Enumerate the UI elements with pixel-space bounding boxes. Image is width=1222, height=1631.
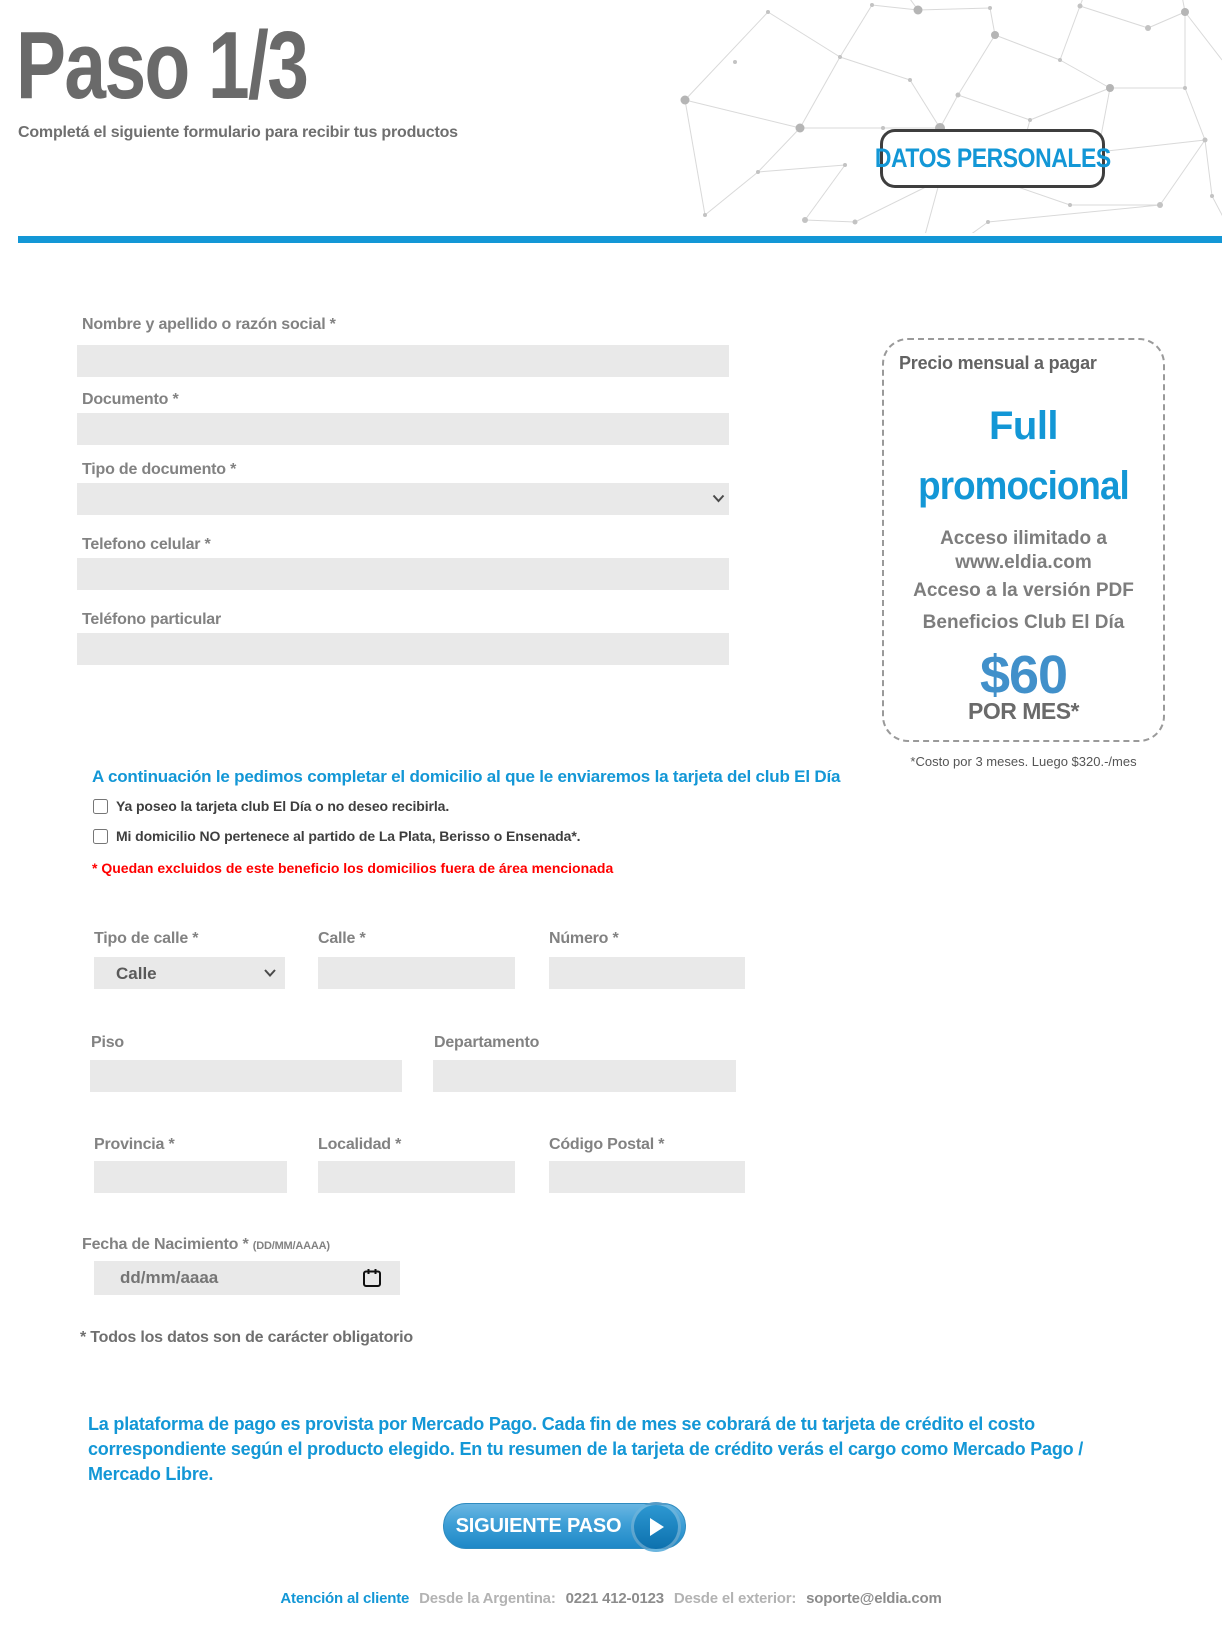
provincia-label: Provincia * (94, 1136, 175, 1153)
celular-input[interactable] (77, 558, 729, 590)
nacimiento-format-hint: (DD/MM/AAAA) (252, 1240, 330, 1252)
plan-name-line2: promocional (918, 464, 1129, 508)
checkbox-row-partido (93, 828, 580, 844)
tarjeta-checkbox[interactable] (93, 799, 108, 814)
benefit-item: Beneficios Club El Día (922, 612, 1125, 633)
play-icon (647, 1517, 665, 1537)
particular-label: Teléfono particular (82, 611, 222, 628)
nombre-label: Nombre y apellido o razón social * (82, 316, 336, 333)
nacimiento-label: Fecha de Nacimiento * (DD/MM/AAAA) (82, 1236, 330, 1253)
piso-label: Piso (91, 1034, 124, 1051)
documento-label: Documento * (82, 391, 179, 408)
footer-exterior-label: Desde el exterior: (673, 1590, 797, 1607)
codigo-postal-input[interactable] (549, 1161, 745, 1193)
numero-input[interactable] (549, 957, 745, 989)
particular-input[interactable] (77, 633, 729, 665)
benefit-item: Acceso a la versión PDF (913, 580, 1134, 601)
price-value: $60 (979, 645, 1068, 705)
localidad-input[interactable] (318, 1161, 515, 1193)
tarjeta-checkbox-label[interactable]: Ya poseo la tarjeta club El Día o no deseo recibirla. (116, 798, 450, 814)
checkbox-row-tarjeta (93, 798, 449, 814)
pricing-footnote: *Costo por 3 meses. Luego $320.-/mes (910, 754, 1137, 769)
footer (0, 1590, 1222, 1607)
departamento-label: Departamento (434, 1034, 540, 1051)
tipo-documento-label: Tipo de documento * (82, 461, 237, 478)
section-badge-label: DATOS PERSONALES (874, 143, 1111, 173)
codigo-postal-label: Código Postal * (549, 1136, 665, 1153)
partido-checkbox-label[interactable]: Mi domicilio NO pertenece al partido de La Plata, Berisso o Ensenada*. (116, 828, 581, 844)
benefit-item: www.eldia.com (955, 552, 1092, 573)
tipo-documento-select[interactable] (77, 483, 729, 515)
provincia-input[interactable] (94, 1161, 287, 1193)
partido-checkbox[interactable] (93, 829, 108, 844)
page-title: Paso 1/3 (16, 12, 308, 119)
exclusion-note: * Quedan excluidos de este beneficio los domicilios fuera de área mencionada (92, 860, 614, 876)
tipo-calle-select[interactable] (94, 957, 285, 989)
section-badge (874, 129, 1111, 188)
calle-label: Calle * (318, 930, 366, 947)
footer-argentina-label: Desde la Argentina: (419, 1590, 556, 1607)
footer-email: soporte@eldia.com (806, 1590, 942, 1607)
numero-label: Número * (549, 930, 619, 947)
nacimiento-field (94, 1261, 400, 1295)
pricing-title: Precio mensual a pagar (899, 353, 1097, 373)
domicilio-intro: A continuación le pedimos completar el domicilio al que le enviaremos la tarjeta del club El Día (92, 767, 841, 786)
departamento-input[interactable] (433, 1060, 736, 1092)
nacimiento-input[interactable] (94, 1261, 400, 1295)
siguiente-paso-label: SIGUIENTE PASO (455, 1514, 622, 1537)
footer-attention-label: Atención al cliente (280, 1590, 410, 1607)
plan-name-line1: Full (988, 404, 1059, 448)
page-subtitle: Completá el siguiente formulario para recibir tus productos (18, 124, 458, 141)
calle-input[interactable] (318, 957, 515, 989)
footer-phone: 0221 412-0123 (565, 1590, 664, 1607)
celular-label: Telefono celular * (82, 536, 211, 553)
required-note: * Todos los datos son de carácter obligatorio (80, 1329, 413, 1346)
nombre-input[interactable] (77, 345, 729, 377)
blue-divider (18, 236, 1222, 243)
play-circle (631, 1502, 681, 1552)
price-period: POR MES* (967, 698, 1080, 724)
network-decoration (640, 0, 1222, 233)
documento-input[interactable] (77, 413, 729, 445)
tipo-calle-label: Tipo de calle * (94, 930, 199, 947)
localidad-label: Localidad * (318, 1136, 402, 1153)
siguiente-paso-button[interactable] (443, 1503, 686, 1549)
piso-input[interactable] (90, 1060, 402, 1092)
pricing-panel (882, 338, 1165, 742)
payment-note: La plataforma de pago es provista por Mercado Pago. Cada fin de mes se cobrará de tu tarjeta de crédito el costo correspondiente según el producto elegido. En tu resumen de la tarjeta de crédito verás el cargo como Mercado Pago / Mercado Libre. (88, 1414, 1084, 1484)
benefit-item: Acceso ilimitado a (940, 528, 1107, 549)
